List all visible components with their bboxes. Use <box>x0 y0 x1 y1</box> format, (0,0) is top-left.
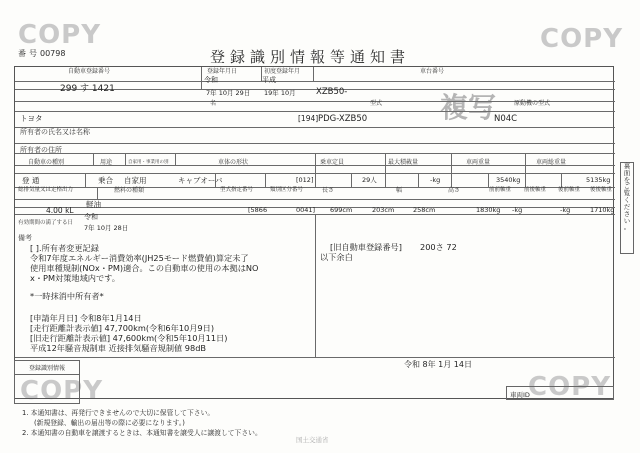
width: 203cm <box>372 206 395 214</box>
copy-watermark-bottom-left: COPY <box>20 376 104 406</box>
hdr-chassis-no: 車台番号 <box>420 68 445 75</box>
hdr-reg-number: 自動車登録番号 <box>68 68 111 75</box>
model-designation: [5866 <box>248 206 268 214</box>
height: 258cm <box>413 206 436 214</box>
copy-watermark-top-left: COPY <box>18 20 102 50</box>
hdr-owner-name: 所有者の氏名又は名称 <box>20 128 90 136</box>
category-number: 0041] <box>296 206 316 214</box>
vehicle-id-label: 車両ID <box>510 391 530 399</box>
weight: 3540kg <box>496 176 521 184</box>
info-box-label: 登録識別情報 <box>15 361 79 375</box>
hdr-fuel: 燃料の種類 <box>114 187 145 194</box>
remarks-line: *一時抹消中所有者* <box>30 291 104 301</box>
hdr-rear-rear: 後後軸重 <box>590 187 613 193</box>
hdr-use: 用途 <box>100 159 113 166</box>
first-reg-era: 平成 <box>262 76 276 84</box>
first-reg: 19年 10月 <box>264 89 296 97</box>
rear-rear-axle: 1710kg <box>590 206 615 214</box>
note-1-sub: (新規登録、輸出の届出等の際に必要になります。) <box>34 419 185 427</box>
hdr-vehicle-kind: 自動車の種別 <box>28 159 65 166</box>
old-reg-value: 200さ 72 <box>420 242 457 252</box>
remarks-line: x・PM対策地域内です。 <box>30 273 120 283</box>
info-box <box>14 360 80 404</box>
remarks-line: 平成12年騒音規制車 近接排気騒音規制値 98dB <box>30 343 207 353</box>
remarks-line: [申請年月日] 令和8年1月14日 <box>30 313 142 323</box>
document-title: 登録識別情報等通知書 <box>210 48 411 66</box>
hdr-engine-model: 原動機の型式 <box>514 100 551 107</box>
hdr-weight: 車両重量 <box>466 159 491 166</box>
hdr-gross-weight: 車両総重量 <box>536 159 567 166</box>
remarks-line: [走行距離計表示値] 47,700km(令和6年10月9日) <box>30 323 215 333</box>
hdr-body-shape: 車体の形状 <box>218 159 249 166</box>
engine-model: N04C <box>494 114 518 124</box>
hdr-rear-front: 後前軸重 <box>558 187 581 193</box>
remarks-below: 以下余白 <box>320 252 353 262</box>
hdr-front-front: 前前軸重 <box>489 187 512 193</box>
serial-number: 00798 <box>40 49 66 58</box>
chassis-number: XZB50- <box>316 87 348 97</box>
hdr-reg-date: 登録年月日 <box>207 68 238 75</box>
hdr-name: 名 <box>210 100 217 107</box>
hdr-width: 幅 <box>396 187 403 194</box>
side-note <box>620 162 634 254</box>
hdr-remarks: 備考 <box>18 234 32 242</box>
body-code: [012] <box>296 176 314 184</box>
vehicle-id-box <box>506 386 614 400</box>
note-1: 1. 本通知書は、再発行できませんので大切に保管して下さい。 <box>22 409 215 417</box>
fuel: 軽油 <box>86 200 101 209</box>
rear-front-axle: -kg <box>560 206 571 214</box>
hdr-capacity: 乗車定員 <box>320 159 345 166</box>
body-shape: キャブオーバ <box>178 176 223 185</box>
remarks-line: 使用車種規制(NOx・PM)適合。この自動車の使用の本拠はNO <box>30 263 259 273</box>
copy-stamp: 複写 <box>440 91 497 124</box>
purpose: 自家用 <box>124 176 147 185</box>
expiry-era: 令和 <box>84 213 98 221</box>
hdr-category-number: 類別区分番号 <box>270 187 304 193</box>
max-load: -kg <box>430 176 441 184</box>
note-2: 2. 本通知書の自動車を譲渡するときは、本通知書を譲受人に譲渡して下さい。 <box>22 429 262 437</box>
front-front-axle: 1830kg <box>476 206 501 214</box>
capacity: 29人 <box>362 176 377 184</box>
hdr-model-designation: 型式指定番号 <box>220 187 254 193</box>
serial-label: 番号 <box>18 49 40 58</box>
reg-era: 令和 <box>204 76 218 84</box>
old-reg-label: [旧自動車登録番号] <box>330 242 402 252</box>
expiry-date: 7年 10月 28日 <box>84 224 129 232</box>
ministry-seal: 国土交通省 <box>296 436 329 444</box>
hdr-front-rear: 前後軸重 <box>524 187 547 193</box>
model: PDG-XZB50 <box>318 114 368 124</box>
use: 乗合 <box>98 176 113 185</box>
hdr-model: 型式 <box>370 100 383 107</box>
front-rear-axle: -kg <box>512 206 523 214</box>
hdr-height: 高さ <box>448 187 461 194</box>
issue-date: 令和 8年 1月 14日 <box>404 360 472 369</box>
hdr-displacement: 総排気量又は定格出力 <box>18 187 74 193</box>
hdr-length: 長さ <box>322 187 335 194</box>
displacement: 4.00 kL <box>46 206 74 215</box>
remarks-line: [ ].所有者変更記録 <box>30 243 99 253</box>
remarks-line: [旧走行距離計表示値] 47,600km(令和5年10月11日) <box>30 333 228 343</box>
reg-date: 7年 10月 29日 <box>206 89 251 97</box>
hdr-purpose: 自家用・事業用の別 <box>128 160 169 165</box>
length: 699cm <box>330 206 353 214</box>
reg-number: 299 す 1421 <box>60 84 115 94</box>
remarks-line: 令和7年度エネルギー消費効率(JH25モード燃費値)算定未了 <box>30 253 249 263</box>
copy-watermark-bottom-right: COPY <box>528 372 612 402</box>
hdr-expiry: 有効期間の満了する日 <box>18 220 74 226</box>
hdr-first-reg: 初度登録年月 <box>264 68 301 75</box>
copy-watermark-top-right: COPY <box>540 24 624 54</box>
maker: トヨタ <box>20 114 43 123</box>
hdr-max-load: 最大積載量 <box>388 159 419 166</box>
model-code: [194] <box>298 114 319 123</box>
side-note-text: 裏 面 を ご 覧 く だ さ い 。 <box>623 162 631 232</box>
hdr-owner-address: 所有者の住所 <box>20 146 62 154</box>
gross-weight: 5135kg <box>586 176 611 184</box>
vehicle-kind: 登 通 <box>22 176 40 185</box>
